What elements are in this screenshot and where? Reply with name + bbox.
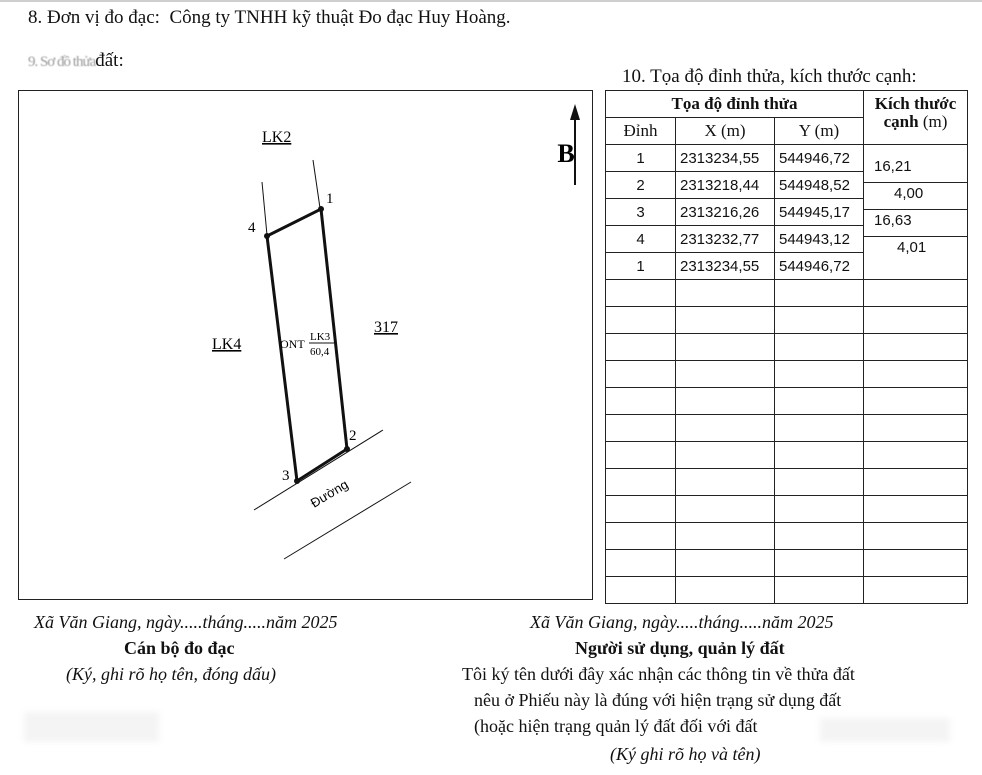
x-cell: 2313232,77	[676, 226, 775, 253]
neighbor-lk4-label: LK4	[212, 336, 242, 353]
vertex-2-label: 2	[349, 428, 357, 444]
parcel-boundary	[267, 209, 347, 481]
right-date-line: Xã Văn Giang, ngày.....tháng.....năm 2025	[530, 612, 834, 632]
vertex-4-label: 4	[248, 220, 256, 236]
coordinates-header: Tọa độ đỉnh thửa	[606, 91, 864, 118]
y-cell: 544943,12	[775, 226, 864, 253]
section-9	[28, 50, 124, 72]
empty-row	[606, 469, 968, 496]
vertex-cell: 1	[606, 145, 676, 172]
empty-row	[606, 577, 968, 604]
y-cell: 544946,72	[775, 145, 864, 172]
vertex-cell: 1	[606, 253, 676, 280]
parcel-number-label: LK3	[310, 331, 331, 343]
col-y-header: Y (m)	[775, 118, 864, 145]
land-type-label: ONT	[280, 337, 305, 351]
parcel-area-label: 60,4	[310, 346, 330, 358]
neighbor-317-label: 317	[374, 319, 398, 336]
vertex-4-marker	[264, 233, 270, 239]
section-8-value: Công ty TNHH kỹ thuật Đo đạc Huy Hoàng.	[169, 7, 511, 28]
x-cell: 2313234,55	[676, 145, 775, 172]
empty-row	[606, 361, 968, 388]
left-date-line: Xã Văn Giang, ngày.....tháng.....năm 2025	[34, 612, 338, 632]
empty-row	[606, 388, 968, 415]
y-cell: 544948,52	[775, 172, 864, 199]
edge-length-header-line2: cạnh	[883, 112, 919, 131]
surveyor-sign-note: (Ký, ghi rõ họ tên, đóng dấu)	[66, 664, 276, 684]
col-vertex-header: Đỉnh	[606, 118, 676, 145]
road-edge-line	[284, 482, 411, 559]
empty-row	[606, 280, 968, 307]
land-user-sign-note: (Ký ghi rõ họ và tên)	[610, 744, 761, 764]
edge-length-header-unit: (m)	[922, 112, 948, 131]
section-10-title: 10. Tọa độ đỉnh thửa, kích thước cạnh:	[622, 66, 917, 87]
boundary-extension-line	[262, 182, 267, 235]
vertex-3-label: 3	[282, 468, 290, 484]
vertex-1-marker	[318, 206, 324, 212]
section-9-blurred-label: 9. Sơ đồ thửa	[28, 54, 96, 70]
boundary-extension-line	[313, 160, 320, 208]
x-cell: 2313234,55	[676, 253, 775, 280]
y-cell: 544945,17	[775, 199, 864, 226]
land-user-title: Người sử dụng, quản lý đất	[575, 638, 785, 658]
section-8-label: 8. Đơn vị đo đạc:	[28, 7, 160, 28]
vertex-1-label: 1	[326, 191, 334, 207]
col-x-header: X (m)	[676, 118, 775, 145]
vertex-cell: 4	[606, 226, 676, 253]
top-rule	[0, 0, 982, 2]
table-row	[606, 145, 968, 172]
edge-length-4-1: 4,01	[897, 239, 927, 256]
section-9-suffix: đất:	[95, 50, 124, 71]
vertex-2-marker	[344, 446, 350, 452]
empty-row	[606, 415, 968, 442]
edge-length-3-4: 16,63	[874, 212, 912, 229]
redacted-area	[820, 718, 950, 742]
confirmation-line-1: Tôi ký tên dưới đây xác nhận các thông tin về thửa đất	[462, 664, 855, 684]
x-cell: 2313218,44	[676, 172, 775, 199]
empty-row	[606, 523, 968, 550]
empty-row	[606, 307, 968, 334]
edge-length-2-3: 4,00	[894, 185, 924, 202]
edge-length-header-line1: Kích thước	[874, 94, 957, 113]
empty-row	[606, 496, 968, 523]
neighbor-lk2-label: LK2	[262, 129, 292, 146]
confirmation-line-3: (hoặc hiện trạng quản lý đất đối với đất	[474, 716, 758, 736]
vertex-cell: 3	[606, 199, 676, 226]
empty-row	[606, 442, 968, 469]
section-8	[28, 7, 511, 29]
road-label: Đường	[307, 476, 351, 511]
y-cell: 544946,72	[775, 253, 864, 280]
parcel-map	[18, 90, 593, 600]
redacted-area	[24, 712, 159, 742]
surveyor-title: Cán bộ đo đạc	[124, 638, 235, 658]
north-label: B	[557, 139, 575, 168]
edge-length-header	[864, 91, 968, 145]
edge-length-1-2: 16,21	[874, 158, 912, 175]
vertex-3-marker	[294, 478, 300, 484]
empty-row	[606, 550, 968, 577]
x-cell: 2313216,26	[676, 199, 775, 226]
confirmation-line-2: nêu ở Phiếu này là đúng với hiện trạng sử dụng đất	[474, 690, 842, 710]
empty-row	[606, 334, 968, 361]
coordinates-table	[605, 90, 968, 604]
vertex-cell: 2	[606, 172, 676, 199]
